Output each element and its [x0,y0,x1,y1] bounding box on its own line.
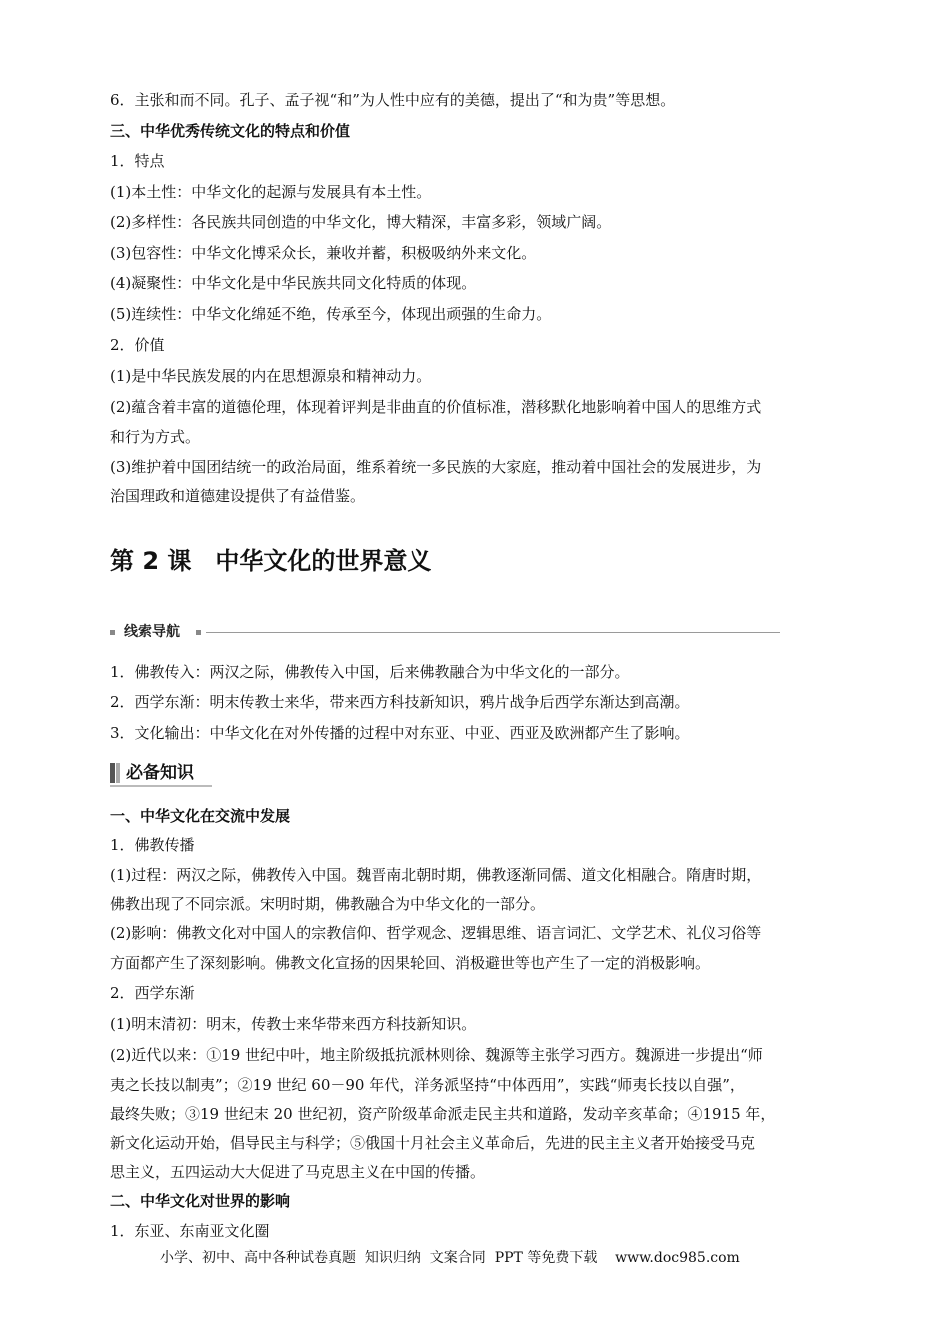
subheading: 1．特点 [110,152,165,170]
text-line: (5)连续性：中华文化绵延不绝，传承至今，体现出顽强的生命力。 [110,305,552,323]
text-line: 思主义，五四运动大大促进了马克思主义在中国的传播。 [110,1163,486,1181]
section-heading: 三、中华优秀传统文化的特点和价值 [110,122,351,140]
page-footer: 小学、初中、高中各种试卷真题 知识归纳 文案合同 PPT 等免费下载 www.doc985.com [160,1250,740,1266]
text-line: (1)是中华民族发展的内在思想源泉和精神动力。 [110,367,432,385]
text-line: (1)过程：两汉之际，佛教传入中国。魏晋南北朝时期，佛教逐渐同儒、道文化相融合。隋唐时期， [110,866,762,884]
text-line: 夷之长技以制夷”；②19 世纪 60－90 年代，洋务派坚持“中体西用”，实践“师夷长技以自强”， [110,1076,745,1094]
text-line: (3)维护着中国团结统一的政治局面，维系着统一多民族的大家庭，推动着中国社会的发展进步，为 [110,458,762,476]
essential-knowledge-label: 必备知识 [126,763,194,783]
square-bullet-icon [110,630,115,635]
text-line: 方面都产生了深刻影响。佛教文化宣扬的因果轮回、消极避世等也产生了一定的消极影响。 [110,954,711,972]
text-line: 新文化运动开始，倡导民主与科学；⑤俄国十月社会主义革命后，先进的民主主义者开始接受马克 [110,1134,756,1152]
clue-navigation-label: 线索导航 [124,624,180,640]
subheading: 2．价值 [110,336,165,354]
section-heading: 二、中华文化对世界的影响 [110,1192,291,1210]
subheading: 2．西学东渐 [110,984,195,1002]
text-line: (2)多样性：各民族共同创造的中华文化，博大精深，丰富多彩，领域广阔。 [110,213,612,231]
divider [110,785,212,787]
text-line: 佛教出现了不同宗派。宋明时期，佛教融合为中华文化的一部分。 [110,895,546,913]
square-bullet-icon [196,630,201,635]
subheading: 1．佛教传播 [110,836,195,854]
text-line: (2)影响：佛教文化对中国人的宗教信仰、哲学观念、逻辑思维、语言词汇、文学艺术、礼仪习俗等 [110,924,762,942]
subheading: 1．东亚、东南亚文化圈 [110,1222,270,1240]
nav-item: 1．佛教传入：两汉之际，佛教传入中国，后来佛教融合为中华文化的一部分。 [110,663,630,681]
text-line: 6．主张和而不同。孔子、孟子视“和”为人性中应有的美德，提出了“和为贵”等思想。 [110,91,676,109]
header-bar-icon [116,763,120,783]
essential-knowledge-header [110,761,220,787]
lesson-title: 第 2 课 中华文化的世界意义 [110,547,432,575]
nav-item: 2．西学东渐：明末传教士来华，带来西方科技新知识，鸦片战争后西学东渐达到高潮。 [110,693,690,711]
section-heading: 一、中华文化在交流中发展 [110,807,291,825]
nav-item: 3．文化输出：中华文化在对外传播的过程中对东亚、中亚、西亚及欧洲都产生了影响。 [110,724,690,742]
text-line: (1)本土性：中华文化的起源与发展具有本土性。 [110,183,432,201]
text-line: (2)蕴含着丰富的道德伦理，体现着评判是非曲直的价值标准，潜移默化地影响着中国人的思维方式 [110,398,762,416]
text-line: 和行为方式。 [110,428,201,446]
divider [206,632,780,633]
text-line: (1)明末清初：明末，传教士来华带来西方科技新知识。 [110,1015,477,1033]
text-line: (3)包容性：中华文化博采众长，兼收并蓄，积极吸纳外来文化。 [110,244,537,262]
text-line: (2)近代以来：①19 世纪中叶，地主阶级抵抗派林则徐、魏源等主张学习西方。魏源进一步提出“师 [110,1046,763,1064]
text-line: 最终失败；③19 世纪末 20 世纪初，资产阶级革命派走民主共和道路，发动辛亥革命；④1915 年， [110,1105,776,1123]
text-line: 治国理政和道德建设提供了有益借鉴。 [110,487,366,505]
text-line: (4)凝聚性：中华文化是中华民族共同文化特质的体现。 [110,274,477,292]
clue-navigation-header [110,622,780,642]
header-bar-icon [110,763,115,783]
